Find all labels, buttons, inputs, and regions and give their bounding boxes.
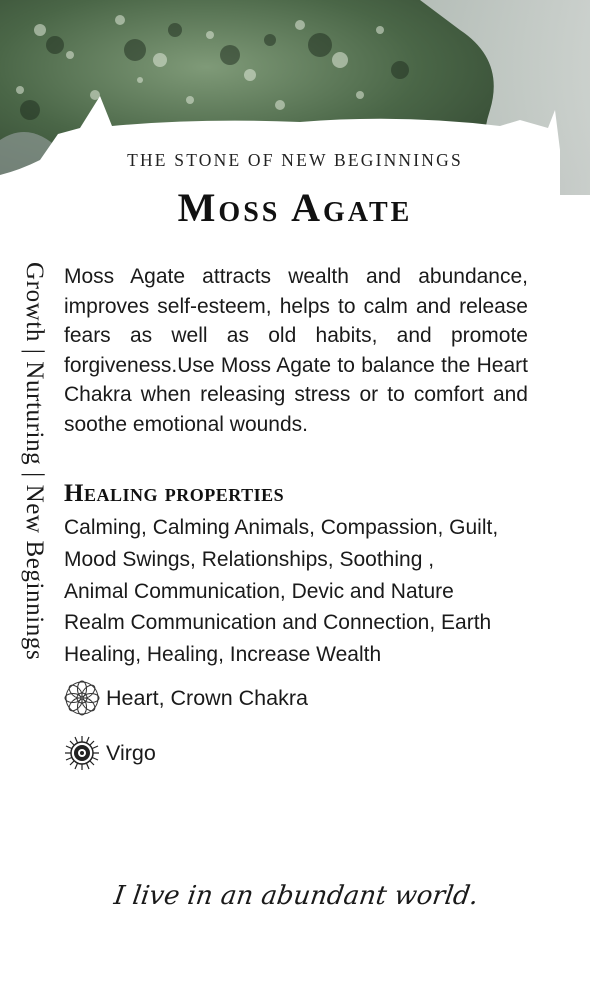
zodiac-row [64, 735, 156, 771]
page-title: Moss Agate [177, 185, 413, 230]
healing-line: Healing, Healing, Increase Wealth [64, 643, 382, 667]
affirmation-text: I live in an abundant world. [112, 881, 481, 911]
healing-line: Mood Swings, Relationships, Soothing , [64, 547, 435, 571]
healing-line: Realm Communication and Connection, Earth [64, 611, 492, 635]
zodiac-text: Virgo [106, 740, 156, 765]
healing-properties-heading: Healing properties [64, 480, 285, 507]
healing-line: Calming, Calming Animals, Compassion, Guilt, [64, 516, 499, 539]
healing-properties-list [64, 512, 534, 671]
subtitle: THE STONE OF NEW BEGINNINGS [127, 150, 463, 170]
stone-description: Moss Agate attracts wealth and abundance, improves self-esteem, helps to calm and release fears as well as old habits, and promote forgiveness.Use Moss Agate to balance the Heart Chakra when releasing stress or to comfort and soothe emotional wounds. [64, 265, 528, 436]
side-keywords: Growth | Nurturing | New Beginnings [21, 262, 48, 661]
chakra-text: Heart, Crown Chakra [106, 685, 308, 710]
chakra-row [64, 680, 308, 716]
affirmation-signature [0, 862, 590, 932]
healing-line: Animal Communication, Devic and Nature [64, 579, 454, 603]
mandala-icon [64, 680, 100, 716]
sun-mandala-icon [64, 735, 100, 771]
